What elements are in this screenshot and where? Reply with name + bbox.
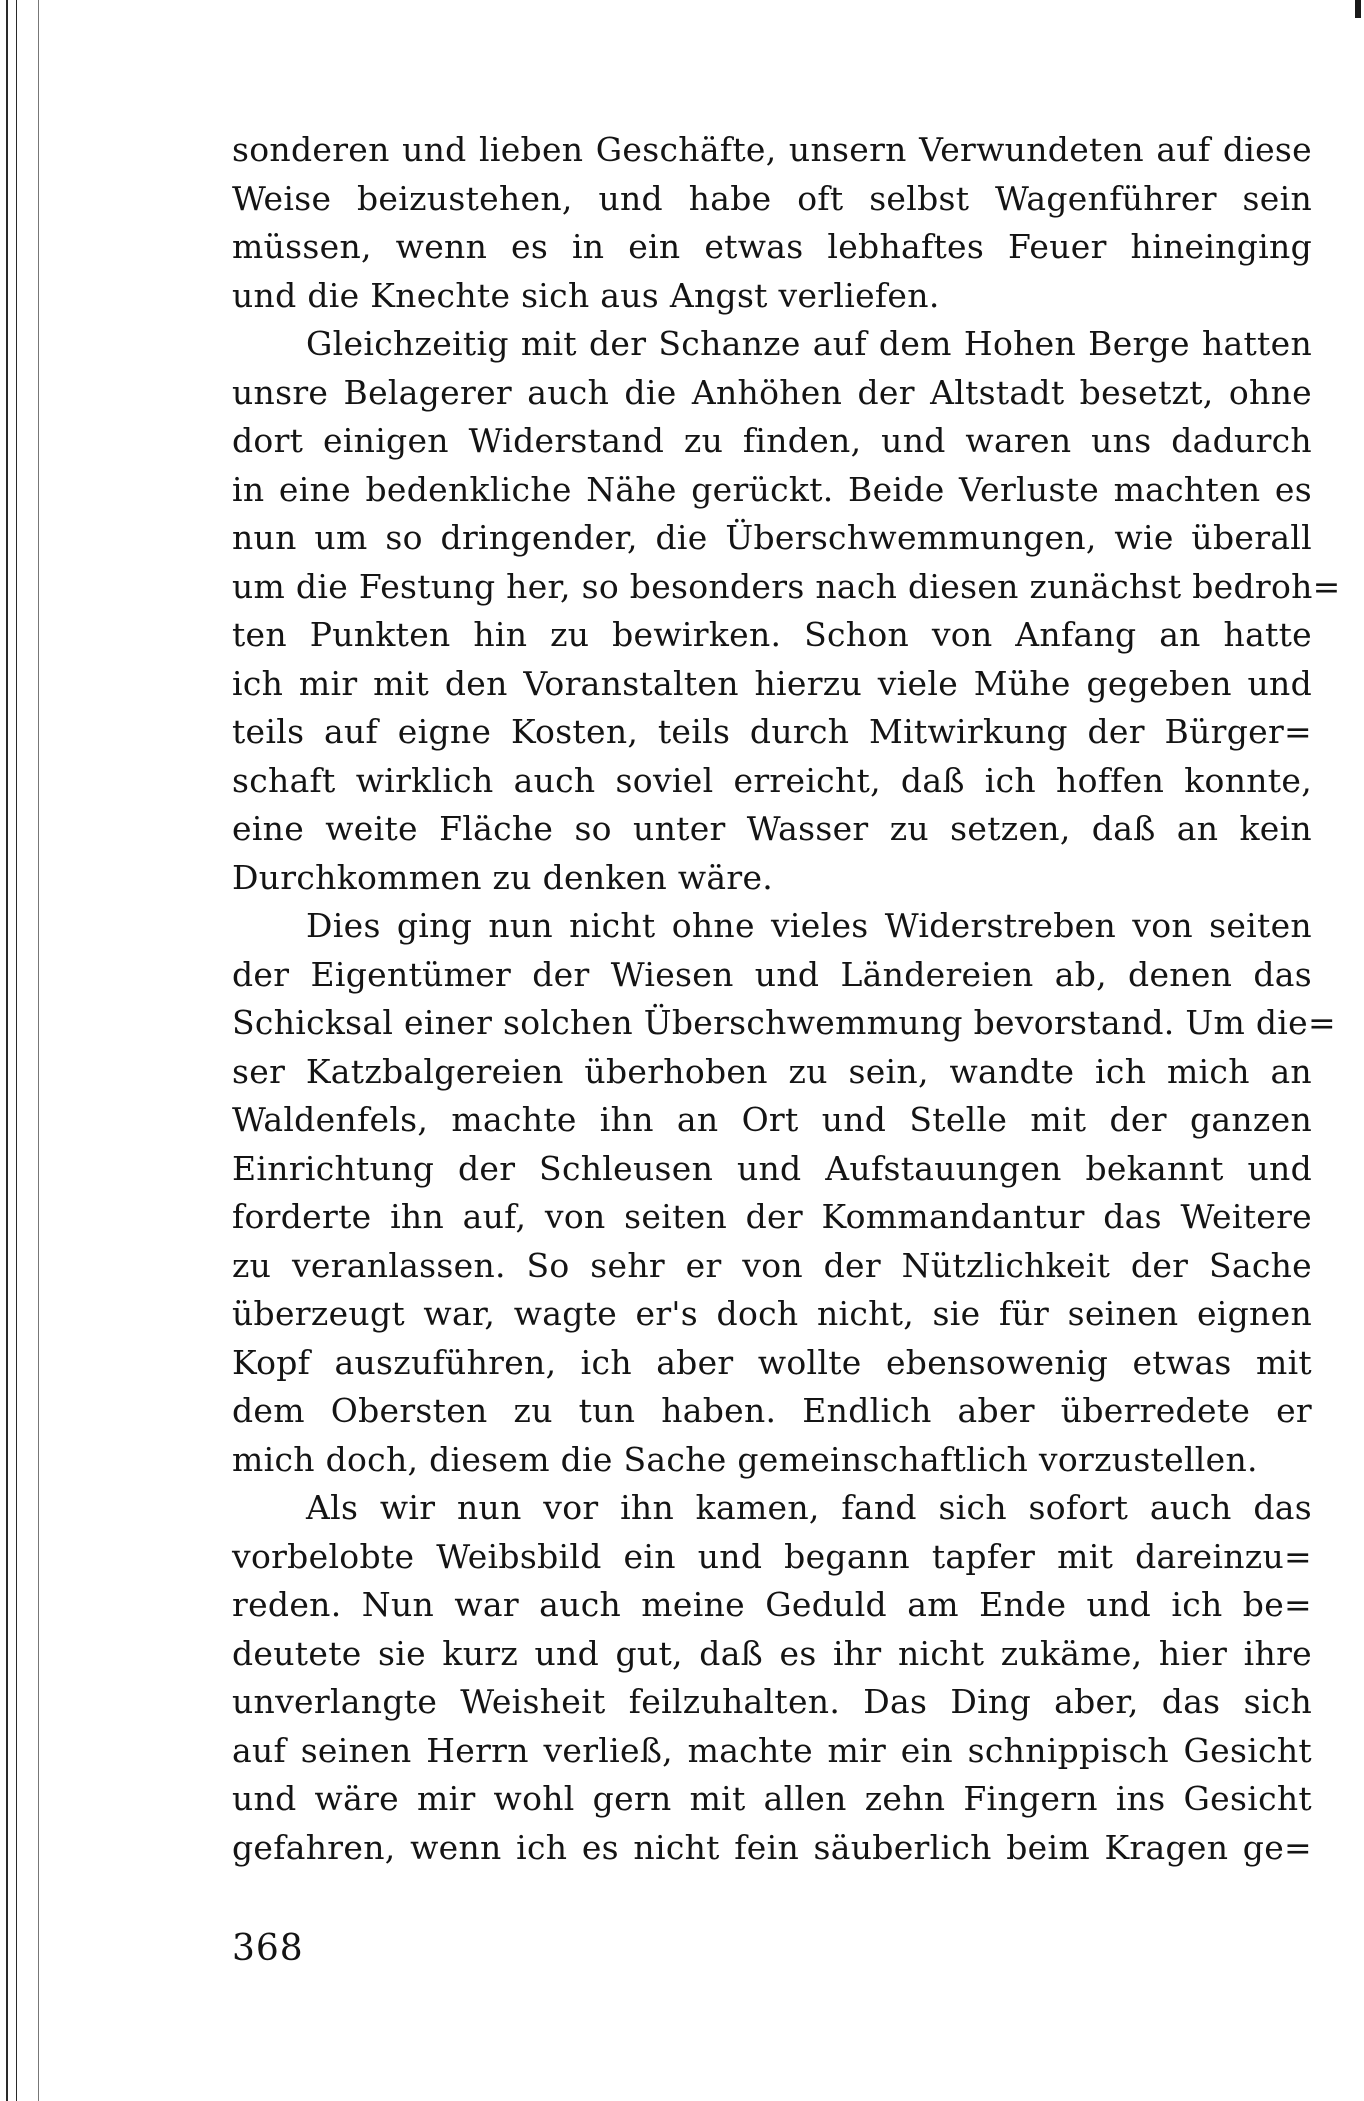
text-line: Dies ging nun nicht ohne vieles Widerstreben von seiten <box>306 906 1312 945</box>
text-line: reden. Nun war auch meine Geduld am Ende und ich be= <box>232 1585 1312 1624</box>
text-line: Waldenfels, machte ihn an Ort und Stelle mit der ganzen <box>232 1100 1312 1139</box>
page-body <box>232 126 1341 1872</box>
text-line: nun um so dringender, die Überschwemmungen, wie überall <box>232 518 1312 557</box>
page-number: 368 <box>232 1928 304 1969</box>
text-line: sonderen und lieben Geschäfte, unsern Verwundeten auf diese <box>232 130 1312 169</box>
text-line: deutete sie kurz und gut, daß es ihr nicht zukäme, hier ihre <box>232 1633 1312 1673</box>
text-line: zu veranlassen. So sehr er von der Nützlichkeit der Sache <box>232 1245 1312 1285</box>
paragraph <box>232 902 1336 1484</box>
text-line: dort einigen Widerstand zu finden, und waren uns dadurch <box>232 421 1312 460</box>
scan-edge-line <box>38 0 39 2101</box>
paragraph <box>232 1484 1312 1872</box>
paragraph <box>232 126 1312 320</box>
text-line: ten Punkten hin zu bewirken. Schon von Anfang an hatte <box>232 615 1312 654</box>
text-line: gefahren, wenn ich es nicht fein säuberlich beim Kragen ge= <box>232 1827 1312 1867</box>
text-line: Durchkommen zu denken wäre. <box>232 857 774 897</box>
text-line: ich mir mit den Voranstalten hierzu viele Mühe gegeben und <box>232 663 1312 703</box>
text-line: vorbelobte Weibsbild ein und begann tapfer mit dareinzu= <box>232 1536 1312 1576</box>
text-line: mich doch, diesem die Sache gemeinschaftlich vorzustellen. <box>232 1439 1258 1479</box>
text-line: Weise beizustehen, und habe oft selbst Wagenführer sein <box>232 178 1312 218</box>
text-line: Einrichtung der Schleusen und Aufstauungen bekannt und <box>232 1148 1312 1188</box>
text-line: dem Obersten zu tun haben. Endlich aber überredete er <box>232 1391 1312 1430</box>
text-line: auf seinen Herrn verließ, machte mir ein schnippisch Gesicht <box>232 1730 1312 1770</box>
text-line: ser Katzbalgereien überhoben zu sein, wandte ich mich an <box>232 1051 1312 1091</box>
text-line: eine weite Fläche so unter Wasser zu setzen, daß an kein <box>232 809 1312 848</box>
text-line: müssen, wenn es in ein etwas lebhaftes Feuer hineinging <box>232 227 1312 266</box>
text-line: Schicksal einer solchen Überschwemmung bevorstand. Um die= <box>232 1003 1336 1042</box>
scan-edge-line <box>6 0 8 2101</box>
text-line: Als wir nun vor ihn kamen, fand sich sofort auch das <box>306 1488 1312 1527</box>
scan-corner-mark <box>1355 0 1361 18</box>
text-line: Gleichzeitig mit der Schanze auf dem Hohen Berge hatten <box>306 324 1312 363</box>
text-line: schaft wirklich auch soviel erreicht, daß ich hoffen konnte, <box>232 760 1312 800</box>
text-line: teils auf eigne Kosten, teils durch Mitwirkung der Bürger= <box>232 712 1312 751</box>
text-line: Kopf auszuführen, ich aber wollte ebensowenig etwas mit <box>232 1342 1312 1382</box>
text-line: und wäre mir wohl gern mit allen zehn Fingern ins Gesicht <box>232 1779 1312 1818</box>
scan-edge-line <box>16 0 17 2101</box>
text-line: unsre Belagerer auch die Anhöhen der Altstadt besetzt, ohne <box>232 372 1312 412</box>
text-line: unverlangte Weisheit feilzuhalten. Das Ding aber, das sich <box>232 1682 1312 1721</box>
text-line: überzeugt war, wagte er's doch nicht, sie für seinen eignen <box>232 1294 1312 1333</box>
text-line: und die Knechte sich aus Angst verliefen. <box>232 275 940 315</box>
text-line: forderte ihn auf, von seiten der Kommandantur das Weitere <box>232 1197 1312 1236</box>
text-line: der Eigentümer der Wiesen und Ländereien ab, denen das <box>232 954 1312 994</box>
paragraph <box>232 320 1341 902</box>
text-line: um die Festung her, so besonders nach diesen zunächst bedroh= <box>232 566 1341 606</box>
text-line: in eine bedenkliche Nähe gerückt. Beide Verluste machten es <box>232 469 1312 509</box>
